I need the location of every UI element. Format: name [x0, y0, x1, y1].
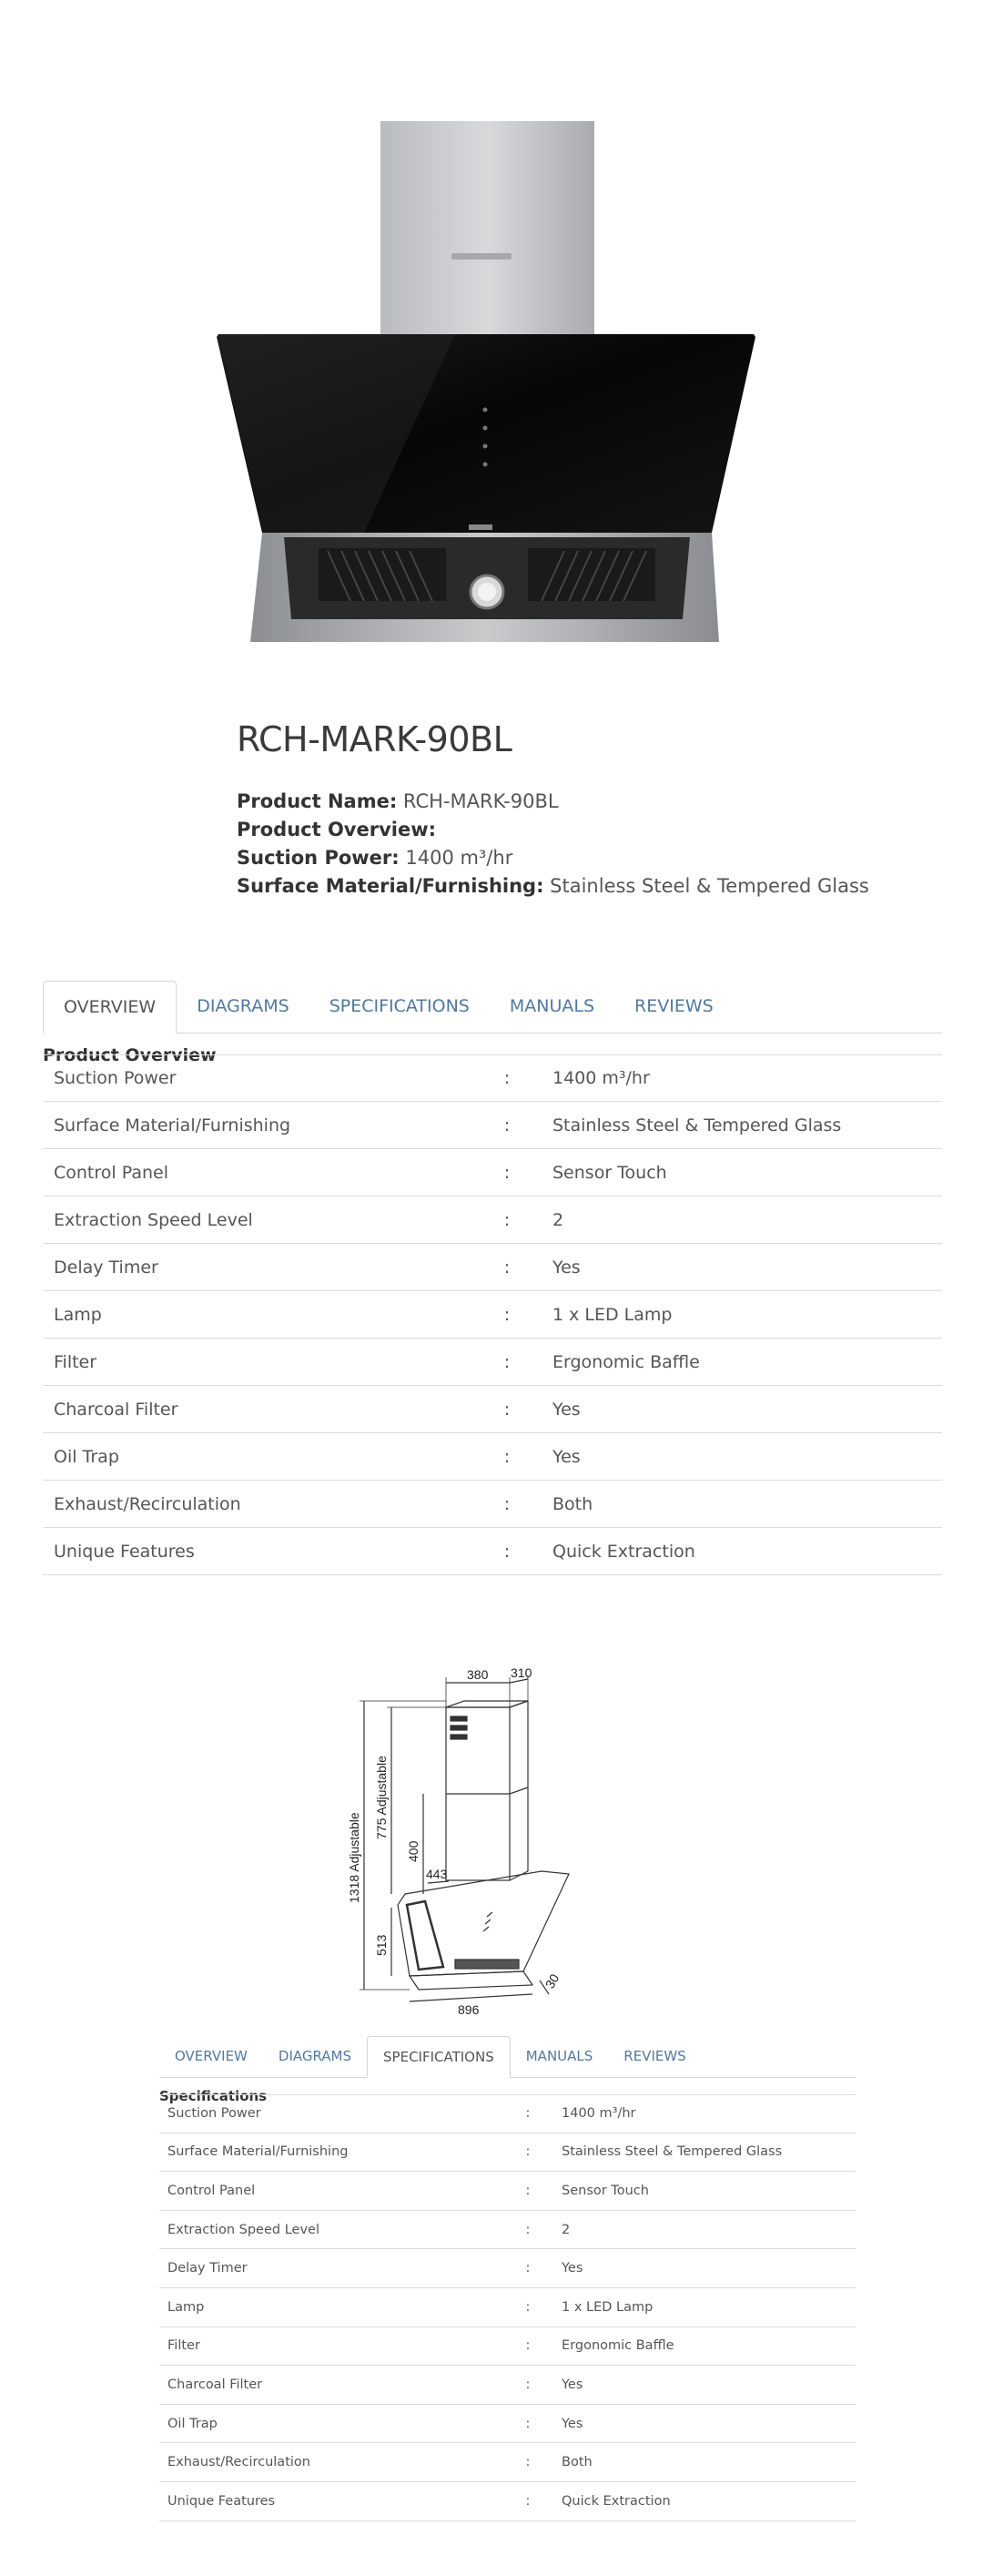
- info-label: Suction Power:: [237, 847, 400, 869]
- spec-row: [159, 2443, 856, 2482]
- spec-separator: :: [525, 2338, 531, 2354]
- spec-separator: :: [503, 1304, 511, 1325]
- info-value: Stainless Steel & Tempered Glass: [550, 875, 869, 897]
- tab-overview[interactable]: OVERVIEW: [175, 2048, 248, 2064]
- spec-separator: :: [525, 2377, 531, 2392]
- section-title: Product Overview: [43, 1045, 217, 1065]
- spec-label: Exhaust/Recirculation: [54, 1493, 241, 1514]
- spec-value: 2: [552, 1209, 564, 1230]
- spec-separator: :: [525, 2416, 531, 2431]
- product-title: RCH-MARK-90BL: [237, 719, 512, 759]
- spec-value: Ergonomic Baffle: [562, 2338, 674, 2354]
- spec-label: Control Panel: [54, 1162, 168, 1183]
- spec-value: Yes: [552, 1257, 581, 1278]
- spec-separator: :: [503, 1446, 511, 1467]
- spec-value: Quick Extraction: [562, 2493, 671, 2509]
- spec-row: [43, 1433, 942, 1481]
- spec-row: [43, 1054, 942, 1102]
- info-surface-material: [237, 875, 869, 897]
- spec-label: Filter: [167, 2338, 200, 2354]
- spec-label: Delay Timer: [54, 1257, 158, 1278]
- spec-separator: :: [525, 2144, 531, 2160]
- tab-bar-overview: [43, 981, 942, 1033]
- spec-row: [159, 2366, 856, 2405]
- spec-row: [159, 2405, 856, 2444]
- spec-separator: :: [503, 1068, 511, 1088]
- spec-separator: :: [525, 2106, 531, 2122]
- spec-value: Sensor Touch: [552, 1162, 667, 1183]
- spec-row: [43, 1528, 942, 1575]
- spec-label: Filter: [54, 1351, 97, 1372]
- spec-value: Stainless Steel & Tempered Glass: [552, 1115, 842, 1135]
- spec-separator: :: [525, 2261, 531, 2276]
- tab-diagrams[interactable]: DIAGRAMS: [278, 2048, 352, 2064]
- dimension-diagram: [341, 1665, 614, 2017]
- spec-separator: :: [503, 1257, 511, 1278]
- dim-body-width: 896: [458, 2002, 480, 2017]
- info-value: 1400 m³/hr: [405, 847, 513, 869]
- dim-depth-mid: 443: [426, 1867, 448, 1881]
- tab-diagrams[interactable]: DIAGRAMS: [197, 996, 289, 1016]
- spec-separator: :: [503, 1209, 511, 1230]
- spec-value: Both: [552, 1493, 593, 1514]
- spec-value: 1 x LED Lamp: [562, 2299, 654, 2315]
- spec-separator: :: [503, 1351, 511, 1372]
- spec-label: Oil Trap: [54, 1446, 119, 1467]
- spec-separator: :: [503, 1115, 511, 1135]
- spec-row: [159, 2482, 856, 2521]
- info-product-overview: [237, 819, 436, 840]
- spec-value: 1400 m³/hr: [562, 2106, 636, 2122]
- spec-row: [43, 1386, 942, 1433]
- spec-value: Stainless Steel & Tempered Glass: [562, 2144, 783, 2160]
- tab-manuals[interactable]: MANUALS: [509, 996, 595, 1016]
- spec-separator: :: [503, 1541, 511, 1562]
- spec-row: [43, 1244, 942, 1291]
- spec-separator: :: [503, 1162, 511, 1183]
- spec-label: Surface Material/Furnishing: [54, 1115, 291, 1135]
- spec-value: 1 x LED Lamp: [552, 1304, 673, 1325]
- spec-row: [159, 2249, 856, 2288]
- info-suction-power: [237, 847, 512, 869]
- spec-row: [43, 1481, 942, 1528]
- dim-chimney-lower: 400: [406, 1840, 421, 1862]
- spec-row: [43, 1339, 942, 1386]
- spec-row: [159, 2133, 856, 2173]
- info-product-name: [237, 790, 559, 812]
- dim-width-top: 380: [467, 1667, 489, 1682]
- spec-value: 2: [562, 2222, 571, 2237]
- spec-value: Yes: [562, 2416, 583, 2431]
- spec-label: Delay Timer: [167, 2261, 248, 2276]
- spec-label: Charcoal Filter: [167, 2377, 263, 2392]
- spec-separator: :: [525, 2299, 531, 2315]
- info-label: Product Overview:: [237, 819, 437, 840]
- spec-row: [43, 1196, 942, 1244]
- spec-row: [43, 1291, 942, 1339]
- spec-separator: :: [525, 2455, 531, 2470]
- info-label: Surface Material/Furnishing:: [237, 875, 544, 897]
- spec-value: Quick Extraction: [552, 1541, 695, 1562]
- dim-depth-top: 310: [511, 1665, 532, 1680]
- spec-value: Both: [562, 2455, 593, 2470]
- spec-row: [43, 1149, 942, 1196]
- spec-row: [159, 2094, 856, 2133]
- tab-reviews[interactable]: REVIEWS: [623, 2048, 686, 2064]
- spec-label: Suction Power: [167, 2106, 261, 2122]
- spec-label: Lamp: [167, 2299, 205, 2315]
- spec-value: 1400 m³/hr: [552, 1068, 650, 1088]
- dim-chimney-height: 775 Adjustable: [374, 1756, 389, 1839]
- tab-reviews[interactable]: REVIEWS: [634, 996, 714, 1016]
- spec-label: Exhaust/Recirculation: [167, 2455, 310, 2470]
- dim-bottom-depth: 30: [542, 1971, 562, 1991]
- spec-label: Suction Power: [54, 1068, 177, 1088]
- spec-value: Yes: [562, 2377, 583, 2392]
- spec-label: Oil Trap: [167, 2416, 218, 2431]
- section-title: Specifications: [159, 2088, 268, 2104]
- spec-label: Control Panel: [167, 2183, 256, 2198]
- spec-row: [159, 2327, 856, 2367]
- spec-label: Charcoal Filter: [54, 1399, 178, 1420]
- spec-row: [159, 2288, 856, 2327]
- spec-separator: :: [525, 2183, 531, 2198]
- spec-separator: :: [503, 1399, 511, 1420]
- dim-total-height: 1318 Adjustable: [347, 1812, 361, 1903]
- spec-value: Yes: [552, 1446, 581, 1467]
- spec-value: Ergonomic Baffle: [552, 1351, 700, 1372]
- spec-label: Extraction Speed Level: [54, 1209, 253, 1230]
- tab-specifications[interactable]: SPECIFICATIONS: [329, 996, 470, 1016]
- spec-separator: :: [503, 1493, 511, 1514]
- tab-manuals[interactable]: MANUALS: [525, 2048, 593, 2064]
- tab-specifications[interactable]: SPECIFICATIONS: [367, 2036, 511, 2078]
- spec-row: [43, 1102, 942, 1149]
- info-value: RCH-MARK-90BL: [402, 790, 559, 812]
- spec-label: Surface Material/Furnishing: [167, 2144, 349, 2160]
- info-label: Product Name:: [237, 790, 398, 812]
- product-image: [155, 109, 819, 647]
- spec-row: [159, 2211, 856, 2250]
- spec-value: Yes: [562, 2261, 583, 2276]
- spec-label: Lamp: [54, 1304, 102, 1325]
- dim-body-height: 513: [374, 1934, 389, 1956]
- spec-separator: :: [525, 2493, 531, 2509]
- spec-label: Extraction Speed Level: [167, 2222, 319, 2237]
- spec-label: Unique Features: [54, 1541, 195, 1562]
- spec-row: [159, 2172, 856, 2211]
- spec-separator: :: [525, 2222, 531, 2237]
- tab-bar-specifications: [159, 2036, 856, 2078]
- spec-label: Unique Features: [167, 2493, 276, 2509]
- spec-value: Yes: [552, 1399, 581, 1420]
- spec-value: Sensor Touch: [562, 2183, 649, 2198]
- tab-overview[interactable]: OVERVIEW: [43, 981, 177, 1033]
